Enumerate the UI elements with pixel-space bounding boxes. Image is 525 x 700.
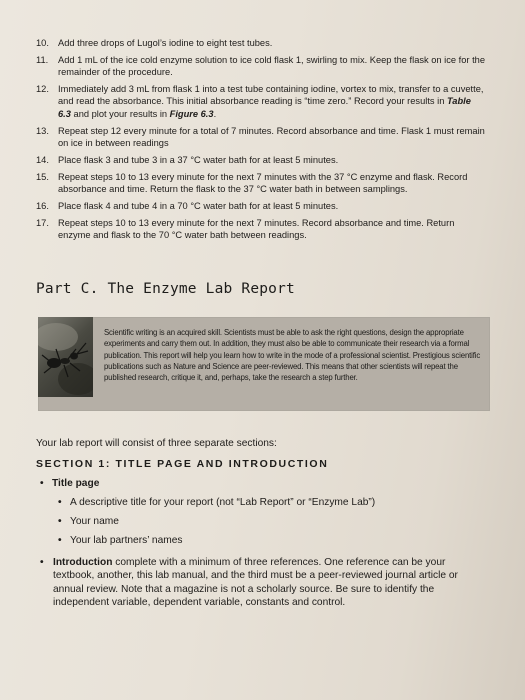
step-number: 17. xyxy=(36,217,49,228)
step-number: 13. xyxy=(36,125,49,136)
step-text: Repeat steps 10 to 13 every minute for the next 7 minutes with the 37 °C enzyme and flask. Record absorbance and time. Return the flask to the 37 °C water bath in between samplings. xyxy=(58,171,468,194)
procedure-step xyxy=(36,37,486,49)
step-text-part: and plot your results in xyxy=(70,108,170,119)
figure-reference: Figure 6.3 xyxy=(169,108,214,119)
bullet-icon: • xyxy=(58,497,62,508)
step-text: Add 1 mL of the ice cold enzyme solution to ice cold flask 1, swirling to mix. Keep the flask on ice for the remainder of the procedure. xyxy=(58,54,486,78)
step-number: 10. xyxy=(36,38,49,48)
introduction-text: complete with a minimum of three references. One reference can be your textbook, another, this lab manual, and the third must be a peer-reviewed journal article or annual review. Note that a magazine is not a scholarly source. Be sure to identify the independent variable, dependent variable, constants and control. xyxy=(53,557,458,608)
step-number: 12. xyxy=(36,84,49,95)
introduction-label: Introduction xyxy=(53,557,113,568)
section-1-heading: SECTION 1: TITLE PAGE AND INTRODUCTION xyxy=(36,458,329,470)
step-text-part: . xyxy=(213,108,217,119)
procedure-step xyxy=(36,83,486,120)
part-c-heading: Part C. The Enzyme Lab Report xyxy=(36,281,295,297)
step-number: 15. xyxy=(36,171,49,182)
callout-box xyxy=(38,317,490,411)
step-text: Place flask 3 and tube 3 in a 37 °C water bath for at least 5 minutes. xyxy=(58,154,339,165)
procedure-step xyxy=(36,154,486,166)
title-page-item xyxy=(58,535,183,546)
report-intro-line: Your lab report will consist of three separate sections: xyxy=(36,438,277,449)
title-page-item-text: A descriptive title for your report (not “Lab Report” or “Enzyme Lab”) xyxy=(70,497,376,508)
procedure-step xyxy=(36,125,486,150)
title-page-item xyxy=(58,516,119,527)
title-page-item xyxy=(58,497,375,508)
bullet-icon: • xyxy=(40,478,44,489)
title-page-item-text: Your lab partners’ names xyxy=(70,535,183,546)
step-text: Add three drops of Lugol’s iodine to eight test tubes. xyxy=(58,38,273,48)
callout-text: Scientific writing is an acquired skill. Scientists must be able to ask the right questions, design the appropriate experiments and carry them out. In addition, they must also be able to communicate their research via a formal publication. This report will help you learn how to write in the mode of a professional scientist. Prestigious scientific publications such as Nature and Science are peer-reviewed. This means that other scientists will repeat the published research, critique it, and, perhaps, take the research a step further. xyxy=(104,328,481,383)
bullet-icon: • xyxy=(58,516,62,527)
procedure-step xyxy=(36,171,486,196)
procedure-step xyxy=(36,200,486,212)
step-text: Repeat step 12 every minute for a total of 7 minutes. Record absorbance and time. Flask 1 must remain on ice in between readings xyxy=(58,125,485,148)
step-text-part: Immediately add 3 mL from flask 1 into a test tube containing iodine, vortex to mix, transfer to a cuvette, and read the absorbance. This initial absorbance reading is “time zero.” Record your results in xyxy=(58,84,484,107)
procedure-step xyxy=(36,217,486,242)
step-text: Place flask 4 and tube 4 in a 70 °C water bath for at least 5 minutes. xyxy=(58,200,339,211)
bullet-icon: • xyxy=(58,535,62,546)
procedure-step xyxy=(36,54,486,79)
step-number: 16. xyxy=(36,200,49,211)
step-number: 14. xyxy=(36,154,49,165)
step-number: 11. xyxy=(36,54,49,65)
introduction-bullet xyxy=(40,556,473,609)
table-reference: Table 6.3 xyxy=(58,96,471,119)
step-text xyxy=(58,83,486,120)
title-page-label: Title page xyxy=(52,478,100,489)
step-text: Repeat steps 10 to 13 every minute for the next 7 minutes. Record absorbance and time. Return enzyme and flask to the 70 °C water bath between readings. xyxy=(58,217,455,241)
bullet-icon: • xyxy=(40,557,44,568)
ant-photo-icon xyxy=(38,317,93,397)
procedure-steps xyxy=(36,37,486,246)
title-page-item-text: Your name xyxy=(70,516,119,527)
title-page-bullet xyxy=(40,478,99,489)
